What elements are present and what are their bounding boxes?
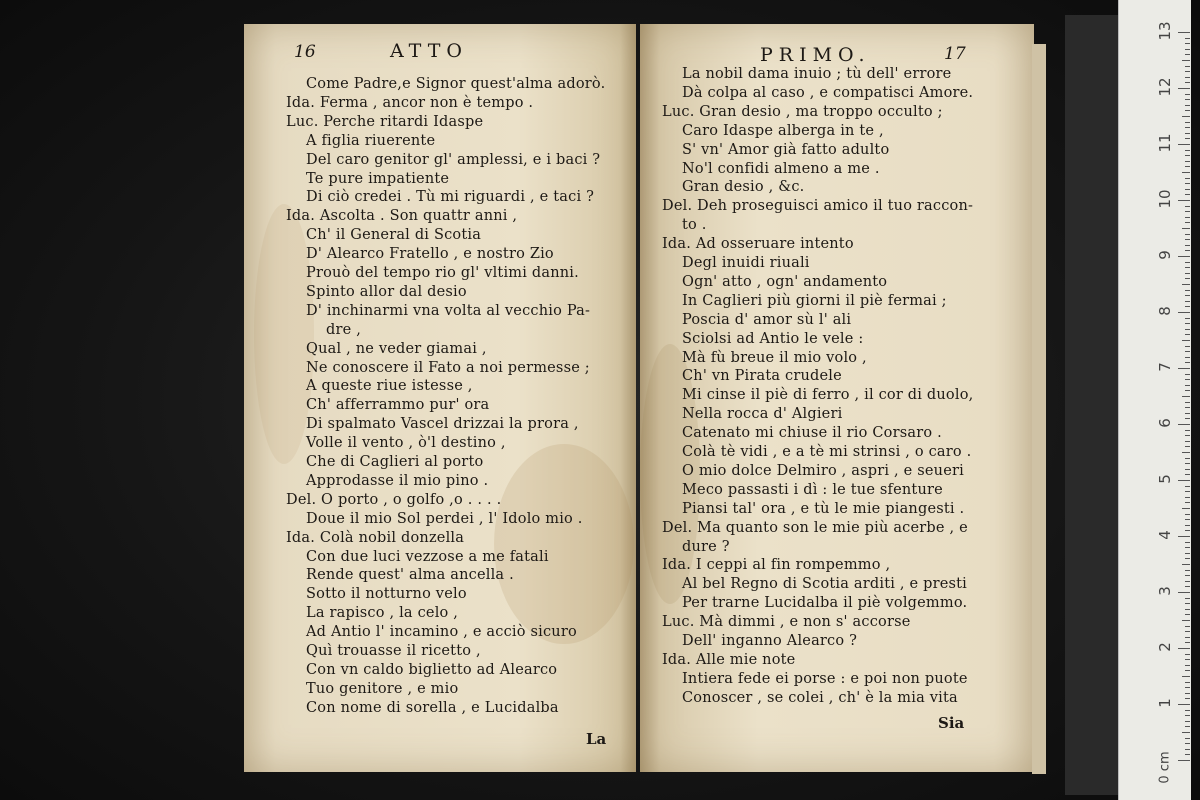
ruler-tick (1185, 122, 1190, 123)
page-number: 16 (294, 42, 316, 62)
text-line: No'l confidi almeno a me . (682, 160, 880, 177)
ruler-number: 6 (1156, 418, 1174, 428)
text-line: Al bel Regno di Scotia arditi , e presti (682, 576, 967, 593)
text-line: Conoscer , se colei , ch' è la mia vita (682, 689, 958, 706)
ruler-tick (1185, 687, 1190, 688)
text-line: Ida. Colà nobil donzella (286, 529, 465, 546)
text-line: La rapisco , la celo , (306, 605, 459, 622)
ruler-number: 8 (1156, 306, 1174, 316)
text-line: Mi cinse il piè di ferro , il cor di duolo, (682, 387, 974, 404)
ruler-tick (1185, 290, 1190, 291)
text-line: Dà colpa al caso , e compatisci Amore. (682, 84, 974, 101)
text-line: Degl inuidi riuali (682, 255, 810, 271)
ruler-tick (1185, 357, 1190, 358)
ruler-tick (1182, 396, 1190, 397)
ruler-tick (1185, 446, 1190, 447)
ruler-unit-label: 0 cm (1157, 751, 1173, 784)
text-line: Con nome di sorella , e Lucidalba (306, 699, 559, 716)
text-line: Del. Deh proseguisci amico il tuo raccon- (662, 198, 974, 215)
ruler-tick (1185, 161, 1190, 162)
ruler-number: 3 (1156, 586, 1174, 596)
ruler-tick (1185, 295, 1190, 296)
text-line: Ch' il General di Scotia (306, 227, 482, 244)
text-line: O mio dolce Delmiro , aspri , e seueri (682, 462, 964, 479)
text-line: Intiera fede ei porse : e poi non puote (682, 670, 968, 687)
text-line: Mà fù breue il mio volo , (682, 349, 867, 366)
ruler-tick (1182, 284, 1190, 285)
text-line: Ad Antio l' incamino , e acciò sicuro (306, 624, 577, 641)
text-line: S' vn' Amor già fatto adulto (682, 141, 890, 158)
ruler-tick (1185, 133, 1190, 134)
ruler-tick (1185, 715, 1190, 716)
text-line: Caro Idaspe alberga in te , (682, 122, 884, 139)
ruler-tick (1185, 183, 1190, 184)
text-line: to . (682, 217, 707, 234)
text-line: Luc. Mà dimmi , e non s' accorse (662, 614, 911, 631)
ruler-tick (1185, 603, 1190, 604)
text-line: Colà tè vidi , e a tè mi strinsi , o caro . (682, 444, 972, 460)
ruler-tick (1185, 441, 1190, 442)
ruler-tick (1185, 631, 1190, 632)
ruler-tick (1185, 474, 1190, 475)
ruler-tick (1182, 340, 1190, 341)
ruler-tick (1185, 514, 1190, 515)
ruler-tick (1178, 704, 1190, 705)
ruler-tick (1185, 301, 1190, 302)
text-line: A figlia riuerente (306, 132, 436, 149)
ruler-number: 7 (1156, 362, 1174, 372)
text-line: Del. O porto , o golfo ,o . . . . (286, 491, 502, 508)
ruler-tick (1185, 351, 1190, 352)
ruler-tick (1185, 659, 1190, 660)
ruler-tick (1185, 614, 1190, 615)
ruler-tick (1185, 166, 1190, 167)
ruler-tick (1185, 642, 1190, 643)
text-line: dure ? (682, 538, 730, 555)
ruler-tick (1185, 211, 1190, 212)
ruler-tick (1178, 32, 1190, 33)
ruler-tick (1185, 570, 1190, 571)
ruler-tick (1185, 194, 1190, 195)
ruler-tick (1185, 150, 1190, 151)
text-line: La nobil dama inuio ; tù dell' errore (682, 66, 952, 82)
ruler-number: 5 (1156, 474, 1174, 484)
ruler-tick (1185, 749, 1190, 750)
ruler-tick (1185, 206, 1190, 207)
ruler-number: 9 (1156, 250, 1174, 260)
ruler-tick (1185, 486, 1190, 487)
ruler-tick (1185, 239, 1190, 240)
ruler-tick (1185, 155, 1190, 156)
ruler-tick (1185, 693, 1190, 694)
ruler-tick (1185, 609, 1190, 610)
text-line: Ch' afferrammo pur' ora (306, 397, 490, 414)
ruler-tick (1185, 273, 1190, 274)
ruler-tick (1185, 77, 1190, 78)
text-line: Di spalmato Vascel drizzai la prora , (306, 416, 579, 433)
ruler-number: 13 (1156, 21, 1174, 41)
ruler-tick (1185, 346, 1190, 347)
text-line: Tuo genitore , e mio (306, 680, 459, 697)
text-line: Piansi tal' ora , e tù le mie piangesti . (682, 500, 965, 517)
ruler-tick (1185, 670, 1190, 671)
ruler-tick (1185, 407, 1190, 408)
ruler-tick (1185, 530, 1190, 531)
running-head: PRIMO. (760, 44, 871, 66)
ruler-tick (1185, 318, 1190, 319)
ruler-tick (1178, 144, 1190, 145)
ruler-tick (1182, 732, 1190, 733)
text-line: Spinto allor dal desio (306, 283, 467, 300)
text-line: Del caro genitor gl' amplessi, e i baci ? (306, 151, 601, 168)
ruler-tick (1185, 385, 1190, 386)
text-line: Rende quest' alma ancella . (306, 567, 514, 584)
text-line: Ida. Alle mie note (662, 651, 796, 668)
ruler-tick (1182, 620, 1190, 621)
ruler-tick (1185, 99, 1190, 100)
ruler-tick (1182, 228, 1190, 229)
text-line: Ne conoscere il Fato a noi permesse ; (306, 359, 590, 376)
ruler-tick (1182, 676, 1190, 677)
ruler-tick (1178, 200, 1190, 201)
text-line: Dell' inganno Alearco ? (682, 633, 858, 649)
text-line: Come Padre,e Signor quest'alma adorò. (306, 76, 606, 92)
ruler-tick (1185, 43, 1190, 44)
text-line: Sotto il notturno velo (306, 586, 467, 603)
ruler-tick (1185, 547, 1190, 548)
ruler-tick (1178, 760, 1190, 761)
ruler-tick (1185, 374, 1190, 375)
ruler-tick (1185, 754, 1190, 755)
ruler-tick (1185, 402, 1190, 403)
ruler-tick (1185, 379, 1190, 380)
ruler-tick (1178, 256, 1190, 257)
ruler-tick (1185, 502, 1190, 503)
text-line: Del. Ma quanto son le mie più acerbe , e (662, 519, 968, 536)
text-line: Ida. Ferma , ancor non è tempo . (286, 94, 534, 111)
page-edge (1032, 44, 1046, 774)
ruler-tick (1185, 558, 1190, 559)
ruler-tick (1178, 368, 1190, 369)
ruler-tick (1185, 71, 1190, 72)
text-line: Con vn caldo biglietto ad Alearco (306, 661, 558, 678)
ruler-tick (1185, 390, 1190, 391)
text-line: Volle il vento , ò'l destino , (306, 435, 506, 452)
mount-board (1065, 15, 1125, 795)
ruler-tick (1185, 306, 1190, 307)
text-line: Doue il mio Sol perdei , l' Idolo mio . (306, 510, 583, 527)
ruler-number: 10 (1156, 189, 1174, 209)
ruler-number: 4 (1156, 530, 1174, 540)
text-line: Ida. I ceppi al fin rompemmo , (662, 557, 891, 574)
text-line: Meco passasti i dì : le tue sfenture (682, 481, 943, 498)
ruler-tick (1185, 553, 1190, 554)
ruler-tick (1185, 413, 1190, 414)
ruler-tick (1185, 665, 1190, 666)
ruler-tick (1185, 217, 1190, 218)
ruler-tick (1185, 66, 1190, 67)
ruler-number: 11 (1156, 133, 1174, 153)
ruler-tick (1185, 458, 1190, 459)
ruler-tick (1182, 116, 1190, 117)
ruler-tick (1185, 497, 1190, 498)
ruler-tick (1185, 469, 1190, 470)
text-line: In Caglieri più giorni il piè fermai ; (682, 292, 947, 309)
ruler-tick (1185, 250, 1190, 251)
catchword: Sia (938, 714, 965, 732)
text-line: Approdasse il mio pino . (306, 472, 489, 489)
running-head: ATTO (390, 40, 468, 62)
ruler-tick (1185, 626, 1190, 627)
ruler-tick (1185, 542, 1190, 543)
ruler-tick (1185, 491, 1190, 492)
ruler-tick (1185, 698, 1190, 699)
text-line: dre , (326, 321, 362, 338)
ruler-tick (1185, 738, 1190, 739)
ruler-tick (1185, 245, 1190, 246)
ruler-tick (1185, 234, 1190, 235)
text-line: Poscia d' amor sù l' ali (682, 311, 852, 328)
catchword: La (586, 730, 607, 748)
right-page (640, 24, 1034, 772)
ruler-tick (1185, 54, 1190, 55)
text-line: Nella rocca d' Algieri (682, 406, 843, 423)
left-page (244, 24, 636, 772)
text-line: A queste riue istesse , (306, 378, 473, 395)
text-line: D' inchinarmi vna volta al vecchio Pa- (306, 302, 591, 319)
ruler-tick (1185, 637, 1190, 638)
ruler-tick (1185, 94, 1190, 95)
text-line: Ida. Ascolta . Son quattr anni , (286, 208, 518, 225)
ruler-tick (1178, 88, 1190, 89)
page-number: 17 (944, 44, 966, 64)
ruler-tick (1185, 598, 1190, 599)
text-line: Quì trouasse il ricetto , (306, 643, 481, 659)
ruler-tick (1185, 329, 1190, 330)
ruler-tick (1185, 138, 1190, 139)
ruler-number: 12 (1156, 77, 1174, 97)
text-line: D' Alearco Fratello , e nostro Zio (306, 246, 554, 263)
ruler-tick (1185, 105, 1190, 106)
text-line: Che di Caglieri al porto (306, 454, 484, 470)
stain (254, 204, 314, 464)
ruler-tick (1185, 726, 1190, 727)
text-line: Ch' vn Pirata crudele (682, 368, 842, 385)
ruler-tick (1178, 480, 1190, 481)
ruler-tick (1178, 312, 1190, 313)
stain (494, 444, 634, 644)
ruler-tick (1185, 525, 1190, 526)
ruler-tick (1178, 592, 1190, 593)
ruler-tick (1185, 262, 1190, 263)
text-line: Luc. Gran desio , ma troppo occulto ; (662, 103, 943, 120)
ruler-tick (1185, 323, 1190, 324)
ruler-tick (1185, 435, 1190, 436)
ruler-tick (1178, 424, 1190, 425)
ruler-tick (1178, 536, 1190, 537)
ruler-tick (1185, 418, 1190, 419)
ruler-tick (1185, 463, 1190, 464)
ruler-tick (1182, 452, 1190, 453)
ruler-tick (1185, 575, 1190, 576)
text-line: Te pure impatiente (306, 170, 450, 187)
ruler-tick (1185, 267, 1190, 268)
ruler-tick (1182, 60, 1190, 61)
text-line: Di ciò credei . Tù mi riguardi , e taci ? (306, 189, 595, 206)
ruler-tick (1185, 178, 1190, 179)
ruler-tick (1185, 519, 1190, 520)
text-line: Ogn' atto , ogn' andamento (682, 273, 888, 290)
ruler-tick (1185, 38, 1190, 39)
text-line: Sciolsi ad Antio le vele : (682, 330, 864, 347)
ruler-tick (1185, 430, 1190, 431)
ruler-tick (1185, 586, 1190, 587)
text-line: Per trarne Lucidalba il piè volgemmo. (682, 595, 968, 612)
text-line: Catenato mi chiuse il rio Corsaro . (682, 425, 942, 442)
ruler-tick (1185, 49, 1190, 50)
ruler-number: 2 (1156, 642, 1174, 652)
ruler-tick (1185, 82, 1190, 83)
text-line: Con due luci vezzose a me fatali (306, 548, 549, 565)
ruler-tick (1185, 581, 1190, 582)
ruler-tick (1185, 334, 1190, 335)
ruler-tick (1185, 743, 1190, 744)
measuring-ruler (1118, 0, 1191, 800)
open-book (236, 14, 1056, 782)
ruler-tick (1185, 710, 1190, 711)
ruler-tick (1185, 189, 1190, 190)
ruler-tick (1185, 721, 1190, 722)
ruler-tick (1182, 172, 1190, 173)
text-line: Gran desio , &c. (682, 179, 805, 196)
text-line: Luc. Perche ritardi Idaspe (286, 113, 484, 130)
ruler-tick (1185, 278, 1190, 279)
ruler-tick (1182, 564, 1190, 565)
ruler-tick (1185, 127, 1190, 128)
text-line: Prouò del tempo rio gl' vltimi danni. (306, 265, 579, 281)
ruler-tick (1185, 682, 1190, 683)
ruler-tick (1185, 110, 1190, 111)
text-line: Ida. Ad osseruare intento (662, 236, 854, 253)
ruler-tick (1178, 648, 1190, 649)
ruler-number: 1 (1156, 698, 1174, 708)
ruler-tick (1185, 362, 1190, 363)
ruler-tick (1185, 222, 1190, 223)
ruler-tick (1182, 508, 1190, 509)
ruler-tick (1185, 654, 1190, 655)
text-line: Qual , ne veder giamai , (306, 340, 487, 357)
